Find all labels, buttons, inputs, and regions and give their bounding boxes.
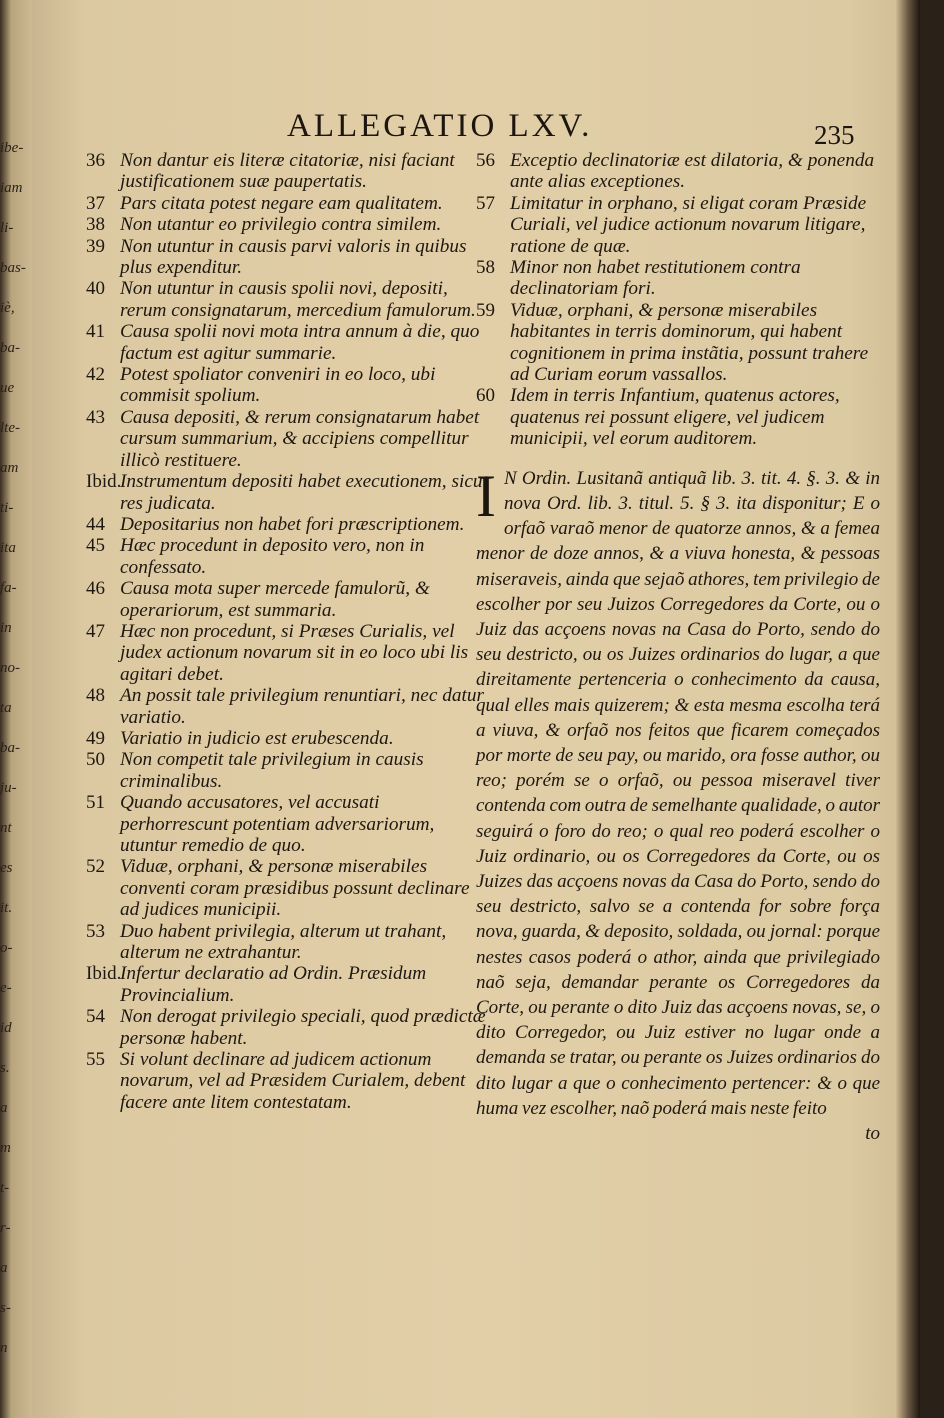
summary-entry — [86, 856, 490, 920]
entry-number: 40 — [86, 278, 105, 300]
summary-entry — [86, 214, 490, 235]
previous-page-fragment: fa- — [0, 580, 17, 596]
previous-page-fragment: ta — [0, 700, 12, 716]
entry-number: 51 — [86, 792, 105, 814]
page-header — [32, 108, 920, 152]
entry-text: Pars citata potest negare eam qualitatem. — [120, 192, 443, 214]
previous-page-fragment: ibe- — [0, 140, 24, 156]
entry-number: 50 — [86, 749, 105, 771]
entry-number: 56 — [476, 150, 495, 171]
previous-page-fragment: iè, — [0, 300, 15, 316]
entry-text: Non competit tale privilegium in causis criminalibus. — [120, 749, 424, 792]
entry-number: 49 — [86, 727, 105, 749]
summary-entry — [86, 193, 490, 214]
summary-entry — [86, 471, 490, 514]
previous-page-fragment: n — [0, 1340, 8, 1356]
entry-text: An possit tale privilegium renuntiari, nec datur variatio. — [120, 685, 484, 728]
entry-text: Instrumentum depositi habet executionem, sicut res judicata. — [120, 471, 488, 514]
previous-page-fragment: e- — [0, 980, 12, 996]
commentary-body: N Ordin. Lusitanã antiquã lib. 3. tit. 4. §. 3. & in nova Ord. lib. 3. titul. 5. § 3. ita disponitur; E o orfaõ varaõ menor de quatorze annos, & a femea menor de doze annos, & a viuva honesta, & pessoas miseraveis, ainda que sejaõ athores, tem privilegio de escolher por seu Juizos Corregedores da Corte, ou o Juiz das acçoens novas na Casa do Porto, sendo do seu destricto, ou os Juizes ordinarios do lugar, a que direitamente pertenceria o conhecimento da causa, qual elles mais quizerem; & esta mesma escolha terá a viuva, & orfaõ nos feitos que ficarem começados por morte de seu pay, ou marido, ora fosse author, ou reo; porém se o orfaõ, ou pessoa miseravel tiver contenda com outra de semelhante qualidade, o autor seguirá o foro do reo; o qual reo poderá escolher o Juiz ordinario, ou os Corregedores da Corte, ou os Juizes das acçoens novas da Casa do Porto, sendo do seu destricto, salvo se a contenda for sobre força nova, guarda, & deposito, soldada, ou jornal: porque nestes casos poderá o athor, ainda que privilegiado naõ seja, demandar perante os Corregedores da Corte, ou perante o dito Juiz das acçoens novas, se, o dito Corregedor, ou Juiz estiver no lugar onde a demanda se tratar, ou perante os Juizes ordinarios do dito lugar a que o conhecimento pertencer: & o que huma vez escolher, naõ poderá mais neste feito — [476, 467, 880, 1119]
entry-text: Si volunt declinare ad judicem actionum novarum, vel ad Præsidem Curialem, debent facere ante litem contestatam. — [120, 1049, 466, 1113]
previous-page-fragment: es — [0, 860, 13, 876]
previous-page-fragment: ju- — [0, 780, 17, 796]
right-entries — [476, 150, 880, 450]
entry-number: 41 — [86, 321, 105, 343]
entry-text: Quando accusatores, vel accusati perhorrescunt potentiam adversariorum, utuntur remedio de quo. — [120, 792, 435, 856]
entry-number: 52 — [86, 856, 105, 878]
entry-text: Hæc procedunt in deposito vero, non in confessato. — [120, 535, 425, 578]
previous-page-fragment: it. — [0, 900, 13, 916]
summary-entry — [476, 385, 880, 449]
entry-number: 39 — [86, 235, 105, 257]
entry-text: Non utantur eo privilegio contra similem. — [120, 214, 442, 236]
summary-entry — [86, 749, 490, 792]
previous-page-fragment: ba- — [0, 340, 20, 356]
entry-number: 48 — [86, 685, 105, 707]
summary-entry — [86, 364, 490, 407]
summary-entry — [476, 193, 880, 257]
entry-text: Exceptio declinatoriæ est dilatoria, & ponenda ante alias exceptiones. — [510, 150, 875, 193]
summary-column-right — [476, 150, 880, 1146]
entry-text: Causa depositi, & rerum consignatarum habet cursum summarium, & accipiens compellitur illicò restituere. — [120, 406, 480, 471]
summary-entry — [86, 535, 490, 578]
previous-page-fragment: o- — [0, 940, 13, 956]
summary-entry — [86, 621, 490, 685]
entry-number: 60 — [476, 385, 495, 407]
summary-entry — [86, 407, 490, 471]
summary-entry — [476, 257, 880, 300]
entry-number: 44 — [86, 513, 105, 535]
catchword: to — [865, 1122, 880, 1144]
entry-text: Variatio in judicio est erubescenda. — [120, 727, 394, 749]
summary-entry — [86, 728, 490, 749]
summary-entry — [86, 278, 490, 321]
summary-entry — [86, 150, 490, 193]
entry-number: 57 — [476, 192, 495, 214]
entry-text: Hæc non procedunt, si Præses Curialis, vel judex actionum novarum sit in eo loco ubi lis agitari debet. — [120, 620, 469, 685]
page-edge-shadow — [896, 0, 920, 1418]
entry-number: 43 — [86, 406, 105, 428]
entry-text: Idem in terris Infantium, quatenus actores, quatenus rei possunt eligere, vel judicem municipii, vel eorum auditorem. — [510, 385, 840, 450]
entry-number: Ibid. — [86, 963, 122, 985]
entry-number: 45 — [86, 535, 105, 557]
previous-page-edge — [0, 0, 32, 1418]
summary-entry — [86, 1049, 490, 1113]
summary-entry — [86, 921, 490, 964]
entry-number: 46 — [86, 578, 105, 600]
previous-page-fragment: t- — [0, 1180, 10, 1196]
entry-number: 54 — [86, 1006, 105, 1028]
entry-text: Infertur declaratio ad Ordin. Præsidum Provincialium. — [120, 963, 427, 1006]
entry-number: 47 — [86, 620, 105, 642]
previous-page-fragment: no- — [0, 660, 20, 676]
page-number: 235 — [814, 120, 855, 150]
summary-entry — [86, 1006, 490, 1049]
entry-text: Duo habent privilegia, alterum ut trahant, alterum ne extrahantur. — [120, 920, 447, 964]
entry-number: Ibid. — [86, 471, 122, 493]
previous-page-fragment: ba- — [0, 740, 20, 756]
entry-number: 59 — [476, 299, 495, 321]
entry-text: Viduæ, orphani, & personæ miserabiles conventi coram præsidibus possunt declinare ad judices municipii. — [120, 856, 470, 921]
summary-entry — [86, 792, 490, 856]
summary-entry — [86, 685, 490, 728]
summary-entry — [86, 963, 490, 1006]
previous-page-fragment: ue — [0, 380, 15, 396]
previous-page-fragment: am — [0, 460, 19, 476]
commentary-text — [476, 462, 880, 1146]
entry-number: 36 — [86, 150, 105, 171]
previous-page-fragment: in — [0, 620, 12, 636]
previous-page-fragment: s- — [0, 1300, 11, 1316]
previous-page-fragment: ita — [0, 540, 16, 556]
previous-page-fragment: lte- — [0, 420, 20, 436]
summary-entry — [86, 514, 490, 535]
entry-number: 58 — [476, 257, 495, 279]
running-title: ALLEGATIO LXV. — [287, 108, 593, 144]
previous-page-fragment: s. — [0, 1060, 10, 1076]
summary-entry — [86, 578, 490, 621]
summary-entry — [86, 236, 490, 279]
summary-entry — [476, 300, 880, 386]
previous-page-fragment: li- — [0, 220, 14, 236]
drop-cap: I — [476, 462, 496, 529]
entry-text: Non utuntur in causis spolii novi, depositi, rerum consignatarum, mercedium famulorum. — [120, 278, 476, 321]
previous-page-fragment: r- — [0, 1220, 11, 1236]
entry-text: Depositarius non habet fori præscriptionem. — [120, 513, 465, 535]
summary-entry — [86, 321, 490, 364]
previous-page-fragment: ti- — [0, 500, 14, 516]
summary-column-left — [86, 150, 490, 1113]
entry-text: Causa mota super mercede famulorũ, & operariorum, est summaria. — [120, 578, 430, 621]
previous-page-fragment: id — [0, 1020, 12, 1036]
previous-page-fragment: a — [0, 1260, 8, 1276]
entry-number: 37 — [86, 192, 105, 214]
previous-page-fragment: a — [0, 1100, 8, 1116]
entry-text: Non derogat privilegio speciali, quod prædictæ personæ habent. — [120, 1006, 486, 1049]
previous-page-fragment: iam — [0, 180, 23, 196]
entry-number: 53 — [86, 920, 105, 942]
entry-number: 38 — [86, 214, 105, 236]
previous-page-fragment: bas- — [0, 260, 26, 276]
entry-number: 55 — [86, 1049, 105, 1071]
entry-text: Non dantur eis literæ citatoriæ, nisi faciant justificationem suæ paupertatis. — [120, 150, 455, 193]
entry-text: Non utuntur in causis parvi valoris in quibus plus expenditur. — [120, 235, 467, 279]
entry-text: Limitatur in orphano, si eligat coram Præside Curiali, vel judice actionum novarum litigare, ratione de quæ. — [510, 192, 867, 257]
entry-text: Viduæ, orphani, & personæ miserabiles habitantes in terris dominorum, qui habent cognitionem in prima instãtia, possunt trahere ad Curiam eorum vassallos. — [510, 299, 869, 386]
entry-text: Minor non habet restitutionem contra declinatoriam fori. — [510, 257, 801, 300]
entry-text: Potest spoliator conveniri in eo loco, ubi commisit spolium. — [120, 364, 436, 407]
previous-page-fragment: nt — [0, 820, 12, 836]
entry-number: 42 — [86, 364, 105, 386]
previous-page-fragment: m — [0, 1140, 11, 1156]
summary-entry — [476, 150, 880, 193]
entry-text: Causa spolii novi mota intra annum à die, quo factum est agitur summarie. — [120, 321, 480, 364]
book-page — [32, 0, 920, 1418]
